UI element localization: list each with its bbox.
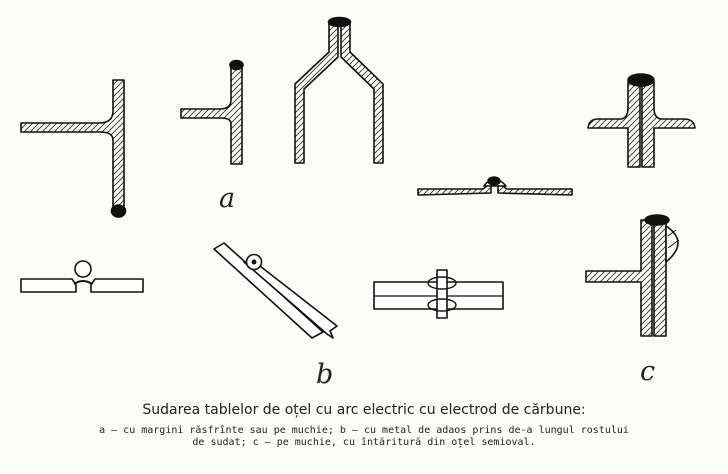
joint-a-y-shape xyxy=(295,18,383,164)
joint-a-butt-flanged xyxy=(418,177,572,195)
joint-a-flanged-small xyxy=(181,61,243,165)
joint-c-corner-reinforced xyxy=(586,215,678,336)
joint-a-corner-left xyxy=(21,80,126,217)
label-c: c xyxy=(640,356,656,387)
label-a: a xyxy=(219,183,236,214)
caption-title: Sudarea tablelor de oțel cu arc electric cu electrod de cărbune: xyxy=(142,402,586,418)
label-b: b xyxy=(316,359,334,390)
joint-b-rod-through xyxy=(374,270,503,318)
caption-legend-line-2: de sudat; c — pe muchie, cu întăritură din oțel semioval. xyxy=(192,437,536,448)
joint-b-inclined xyxy=(214,243,337,338)
caption-legend xyxy=(6,425,722,449)
caption-legend-line-1: a — cu margini răsfrînte sau pe muchie; b — cu metal de adaos prins de-a lungul rostului xyxy=(99,425,629,436)
joint-c-t-flanged xyxy=(588,74,695,167)
joint-b-horizontal xyxy=(21,261,143,292)
